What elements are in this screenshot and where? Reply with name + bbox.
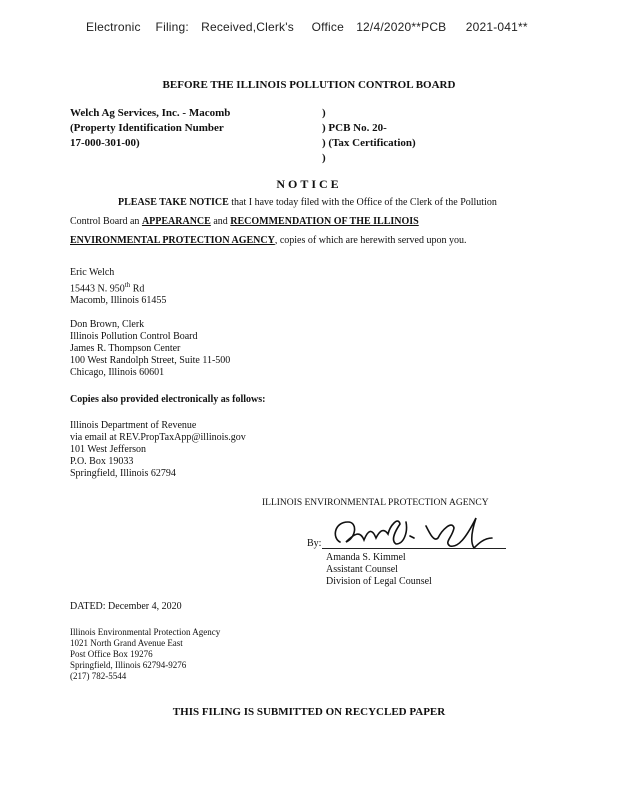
address-line: Illinois Environmental Protection Agency	[70, 627, 221, 637]
notice-heading: NOTICE	[276, 177, 342, 191]
recipient-clerk	[70, 319, 230, 379]
address-line: Illinois Pollution Control Board	[70, 331, 198, 342]
address-line: Don Brown, Clerk	[70, 319, 145, 330]
address-line: Springfield, Illinois 62794	[70, 468, 176, 479]
caption-line: (Property Identification Number	[70, 122, 224, 134]
address-line: via email at REV.PropTaxApp@illinois.gov	[70, 432, 246, 443]
recipient-eric-welch	[70, 267, 166, 307]
address-line	[70, 279, 166, 295]
case-caption-left	[70, 106, 230, 151]
address-line: 100 West Randolph Street, Suite 11-500	[70, 355, 231, 366]
dated-line: DATED: December 4, 2020	[70, 601, 182, 612]
copies-heading-text: Copies also provided electronically as follows:	[70, 394, 266, 405]
street-suffix: Rd	[130, 283, 145, 295]
copies-heading	[70, 394, 265, 406]
address-line: Macomb, Illinois 61455	[70, 295, 167, 307]
address-line: Springfield, Illinois 62794-9276	[70, 660, 187, 670]
address-line: Illinois Department of Revenue	[70, 420, 197, 431]
address-line: 101 West Jefferson	[70, 444, 147, 455]
signer-division: Division of Legal Counsel	[326, 576, 432, 587]
address-line: Post Office Box 19276	[70, 649, 153, 659]
stamp-part: Office	[311, 20, 344, 34]
stamp-part: 2021-041**	[465, 20, 528, 34]
notice-body-line-3	[70, 235, 466, 246]
caption-line: )	[322, 152, 326, 164]
please-take-notice: PLEASE TAKE NOTICE	[118, 197, 229, 208]
stamp-part: 12/4/2020**PCB	[356, 20, 447, 34]
street-number: 15443 N. 950	[70, 283, 125, 295]
address-line: James R. Thompson Center	[70, 343, 181, 354]
body-text: Control Board an	[70, 216, 142, 227]
notice-body-line-1	[118, 197, 497, 208]
body-text: , copies of which are herewith served upon you.	[274, 235, 467, 246]
caption-line: )	[322, 107, 326, 119]
caption-line: ) (Tax Certification)	[322, 137, 416, 149]
case-caption-right	[322, 106, 416, 166]
electronic-filing-stamp	[86, 20, 528, 34]
ordinal-suffix: th	[124, 281, 131, 289]
signer-title: Assistant Counsel	[326, 564, 398, 575]
stamp-part: Filing:	[155, 20, 189, 34]
notice-body-line-2	[70, 216, 419, 227]
signer-name: Amanda S. Kimmel	[326, 552, 406, 563]
agency-term: ENVIRONMENTAL PROTECTION AGENCY	[70, 235, 275, 246]
by-label: By:	[307, 538, 322, 549]
signature-line	[322, 548, 506, 549]
recipient-revenue	[70, 420, 246, 480]
recommendation-term: RECOMMENDATION OF THE ILLINOIS	[230, 216, 419, 227]
address-line: (217) 782-5544	[70, 671, 127, 681]
stamp-part: Received,Clerk's	[201, 20, 294, 34]
recycled-paper-footer: THIS FILING IS SUBMITTED ON RECYCLED PAPER	[172, 706, 446, 718]
address-line: Eric Welch	[70, 267, 115, 278]
caption-line: Welch Ag Services, Inc. - Macomb	[70, 107, 231, 119]
body-text: and	[210, 216, 231, 227]
signer-block	[326, 552, 432, 588]
address-line: Chicago, Illinois 60601	[70, 367, 165, 378]
handwritten-signature	[326, 508, 496, 558]
board-title: BEFORE THE ILLINOIS POLLUTION CONTROL BOARD	[162, 79, 456, 91]
agency-signature-heading: ILLINOIS ENVIRONMENTAL PROTECTION AGENCY	[262, 498, 489, 508]
appearance-term: APPEARANCE	[141, 216, 211, 227]
address-line: P.O. Box 19033	[70, 456, 134, 467]
stamp-part: Electronic	[86, 20, 141, 34]
caption-line: ) PCB No. 20-	[322, 122, 387, 134]
address-line: 1021 North Grand Avenue East	[70, 638, 183, 648]
body-text: that I have today filed with the Office of the Clerk of the Pollution	[228, 197, 497, 208]
caption-line: 17-000-301-00)	[70, 137, 140, 149]
sender-address	[70, 627, 220, 682]
